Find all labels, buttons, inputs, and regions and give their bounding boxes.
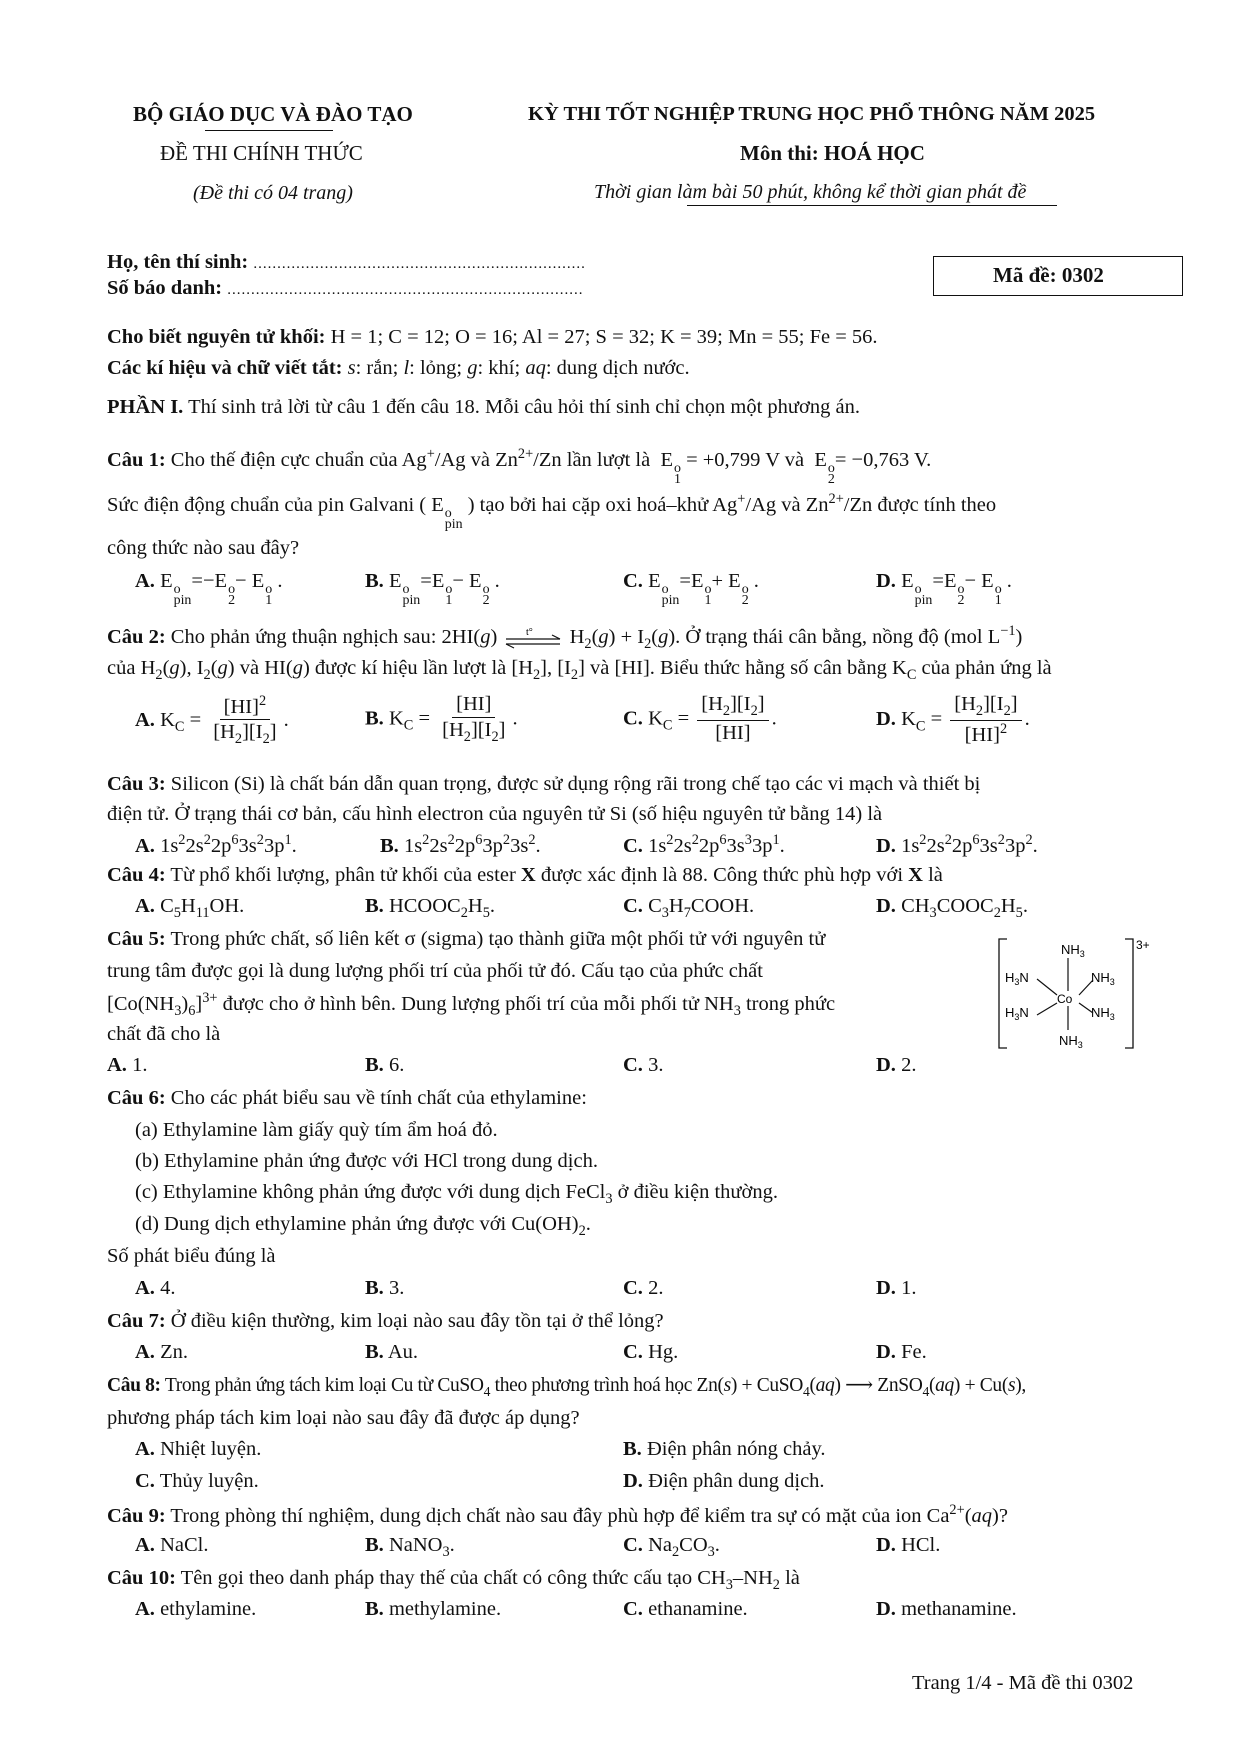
id-label: Số báo danh:: [107, 277, 223, 299]
q6-statement-b: (b) Ethylamine phản ứng được với HCl trong dung dịch.: [135, 1150, 598, 1172]
svg-text:H3N: $H_3N$: [1005, 1005, 1029, 1022]
q7-option-a[interactable]: A. Zn.: [135, 1341, 188, 1363]
q2-option-d[interactable]: D. $K_C$ = $\frac{[H_2][I_2]}{[HI]^2}$ .: [876, 693, 1030, 746]
atomic-label: Cho biết nguyên tử khối:: [107, 326, 326, 348]
official-label: ĐỀ THI CHÍNH THỨC: [160, 141, 363, 165]
q9-option-a[interactable]: A. NaCl.: [135, 1534, 209, 1556]
page-footer: Trang 1/4 - Mã đề thi 0302: [912, 1672, 1134, 1694]
q5-line3: $[Co(NH_3)_6]^{3+}$ được cho ở hình bên. Dung lượng phối trí của mỗi phối tử $NH_3$ trong phức: [107, 990, 836, 1019]
q2-line2: của $H_2(g)$, $I_2(g)$ và HI(g) được kí hiệu lần lượt là $[H_2]$, $[I_2]$ và [HI]. Biểu thức hằng số cân bằng $K_C$ của phản ứng là: [107, 657, 1052, 684]
page-count: (Đề thi có 04 trang): [193, 182, 353, 204]
q1-line2: Sức điện động chuẩn của pin Galvani ( E o pin ) tạo bởi hai cặp oxi hoá–khử Ag+/Ag và $Zn^{2+}/Zn$ được tính theo: [107, 491, 997, 532]
svg-text:NH3: $NH_3$: [1059, 1033, 1083, 1050]
time-underline: [687, 205, 1057, 206]
q2-option-c[interactable]: C. $K_C$ = $\frac{[H_2][I_2]}{[HI]}$ .: [623, 693, 777, 744]
q4-option-b[interactable]: B. $HCOOC_2H_5$.: [365, 895, 495, 922]
q6-option-a[interactable]: A. 4.: [135, 1277, 176, 1299]
q5-option-b[interactable]: B. 6.: [365, 1054, 405, 1076]
q4-option-c[interactable]: C. $C_3H_7COOH$.: [623, 895, 755, 922]
name-field: [107, 250, 586, 275]
equilibrium-arrow-icon: [502, 627, 564, 649]
cobalt-complex-structure: [995, 933, 1170, 1053]
svg-text:H3N: $H_3N$: [1005, 970, 1029, 987]
q3-line1: Câu 3: Silicon (Si) là chất bán dẫn quan trọng, được sử dụng rộng rãi trong chế tạo các vi mạch và thiết bị: [107, 773, 981, 795]
q4-option-d[interactable]: D. $CH_3COOC_2H_5$.: [876, 895, 1028, 922]
q5-option-c[interactable]: C. 3.: [623, 1054, 664, 1076]
q2-option-b[interactable]: B. $K_C$ = $\frac{[HI]}{[H_2][I_2]}$ .: [365, 693, 518, 745]
q3-option-d[interactable]: D. $1s^22s^22p^63s^23p^2$.: [876, 832, 1038, 857]
q6-count-prompt: Số phát biểu đúng là: [107, 1245, 276, 1267]
q6-statement-a: (a) Ethylamine làm giấy quỳ tím ẩm hoá đỏ.: [135, 1119, 498, 1141]
q6-statement-c: (c) Ethylamine không phản ứng được với dung dịch FeCl$_3$ ở điều kiện thường.: [135, 1181, 778, 1208]
ministry-underline: [205, 130, 333, 131]
q6-statement-d: (d) Dung dịch ethylamine phản ứng được với $Cu(OH)_2$.: [135, 1213, 591, 1240]
q3-option-b[interactable]: B. $1s^22s^22p^63p^23s^2$.: [380, 832, 541, 857]
q2-line1: Câu 2: Cho phản ứng thuận nghịch sau: 2HI(g) t° $H_2(g) + I_2(g)$. Ở trạng thái cân bằng, nồng độ (mol $L^{-1}$): [107, 623, 1023, 652]
q3-line2: điện tử. Ở trạng thái cơ bản, cấu hình electron của nguyên tử Si (số hiệu nguyên tử bằng 14) là: [107, 803, 883, 825]
q8-option-b[interactable]: B. Điện phân nóng chảy.: [623, 1438, 826, 1460]
q10-option-c[interactable]: C. ethanamine.: [623, 1598, 748, 1620]
q1-option-d[interactable]: D. E o pin =E o 2 − E o 1 .: [876, 570, 1012, 609]
atomic-values: H = 1; C = 12; O = 16; Al = 27; S = 32; K = 39; Mn = 55; Fe = 56.: [330, 326, 878, 348]
q9-option-c[interactable]: C. $Na_2CO_3$.: [623, 1534, 720, 1561]
q8-option-c[interactable]: C. Thủy luyện.: [135, 1470, 259, 1492]
q3-option-a[interactable]: A. $1s^22s^22p^63s^23p^1$.: [135, 832, 297, 857]
symbols-label: Các kí hiệu và chữ viết tắt:: [107, 357, 343, 379]
q5-line2: trung tâm được gọi là dung lượng phối trí của phối tử đó. Cấu tạo của phức chất: [107, 960, 763, 982]
id-dots: ...........................................................................: [227, 282, 584, 298]
q8-line2: phương pháp tách kim loại nào sau đây đã được áp dụng?: [107, 1407, 580, 1429]
q6-option-c[interactable]: C. 2.: [623, 1277, 664, 1299]
ministry-name: BỘ GIÁO DỤC VÀ ĐÀO TẠO: [133, 102, 413, 126]
q6-stem: Câu 6: Cho các phát biểu sau về tính chất của ethylamine:: [107, 1087, 587, 1109]
symbols-legend: Các kí hiệu và chữ viết tắt: s: rắn; l: lỏng; g: khí; aq: dung dịch nước.: [107, 357, 690, 379]
name-dots: ......................................................................: [253, 256, 586, 272]
q10-option-b[interactable]: B. methylamine.: [365, 1598, 502, 1620]
q7-option-d[interactable]: D. Fe.: [876, 1341, 927, 1363]
svg-text:3+: 3+: [1136, 938, 1150, 952]
part1-text: Thí sinh trả lời từ câu 1 đến câu 18. Mỗi câu hỏi thí sinh chỉ chọn một phương án.: [188, 396, 860, 418]
q1-line3: công thức nào sau đây?: [107, 537, 300, 559]
svg-text:NH3: $NH_3$: [1091, 1005, 1115, 1022]
q5-line4: chất đã cho là: [107, 1023, 221, 1045]
q9-option-d[interactable]: D. HCl.: [876, 1534, 941, 1556]
q3-option-c[interactable]: C. $1s^22s^22p^63s^33p^1$.: [623, 832, 785, 857]
q1-line1: Câu 1: Cho thế điện cực chuẩn của Ag+/Ag và $Zn^{2+}/Zn$ lần lượt là E o 1 = +0,799 V và E o 2 = −0,763 V.: [107, 446, 932, 487]
q5-option-d[interactable]: D. 2.: [876, 1054, 917, 1076]
exam-title: KỲ THI TỐT NGHIỆP TRUNG HỌC PHỔ THÔNG NĂM 2025: [528, 103, 1096, 125]
svg-text:Co: Co: [1057, 992, 1073, 1006]
svg-text:NH3: $NH_3$: [1061, 942, 1085, 959]
q8-option-a[interactable]: A. Nhiệt luyện.: [135, 1438, 262, 1460]
q5-option-a[interactable]: A. 1.: [107, 1054, 148, 1076]
q4-line1: Câu 4: Từ phổ khối lượng, phân tử khối của ester X được xác định là 88. Công thức phù hợp với X là: [107, 864, 943, 886]
name-label: Họ, tên thí sinh:: [107, 251, 249, 273]
q2-option-a[interactable]: A. $K_C$ = $\frac{[HI]^2}{[H_2][I_2]}$ .: [135, 693, 289, 748]
id-field: [107, 276, 583, 301]
q5-line1: Câu 5: Trong phức chất, số liên kết σ (sigma) tạo thành giữa một phối tử với nguyên tử: [107, 928, 826, 950]
time-limit: Thời gian làm bài 50 phút, không kể thời gian phát đề: [594, 181, 1027, 203]
q8-line1: Câu 8: Trong phản ứng tách kim loại Cu từ CuSO$_4$ theo phương trình hoá học Zn(s) + CuSO$_4$(aq) ⟶ ZnSO$_4$(aq) + Cu(s),: [107, 1375, 1026, 1399]
q6-option-d[interactable]: D. 1.: [876, 1277, 917, 1299]
svg-text:t°: t°: [526, 627, 534, 639]
svg-text:NH3: $NH_3$: [1091, 970, 1115, 987]
q7-option-b[interactable]: B. Au.: [365, 1341, 418, 1363]
q1-option-c[interactable]: C. E o pin =E o 1 + E o 2 .: [623, 570, 759, 609]
part1-instruction: [107, 395, 860, 420]
exam-code: Mã đề: 0302: [993, 263, 1104, 287]
q10-option-d[interactable]: D. methanamine.: [876, 1598, 1017, 1620]
q9-stem: Câu 9: Trong phòng thí nghiệm, dung dịch chất nào sau đây phù hợp để kiểm tra sự có mặt của ion $Ca^{2+}(aq)$?: [107, 1502, 1008, 1527]
atomic-masses: [107, 325, 878, 350]
q1-option-a[interactable]: A. E o pin =−E o 2 − E o 1 .: [135, 570, 283, 609]
part1-label: PHẦN I.: [107, 396, 184, 418]
q9-option-b[interactable]: B. NaNO$_3$.: [365, 1534, 455, 1561]
q10-option-a[interactable]: A. ethylamine.: [135, 1598, 257, 1620]
subject: Môn thi: HOÁ HỌC: [740, 141, 925, 165]
q1-option-b[interactable]: B. E o pin =E o 1 − E o 2 .: [365, 570, 500, 609]
q10-stem: Câu 10: Tên gọi theo danh pháp thay thế của chất có công thức cấu tạo $CH_3-NH_2$ là: [107, 1567, 800, 1594]
q6-option-b[interactable]: B. 3.: [365, 1277, 405, 1299]
q7-stem: Câu 7: Ở điều kiện thường, kim loại nào sau đây tồn tại ở thể lỏng?: [107, 1310, 664, 1332]
q4-option-a[interactable]: A. $C_5H_{11}OH$.: [135, 895, 245, 922]
q8-option-d[interactable]: D. Điện phân dung dịch.: [623, 1470, 825, 1492]
q7-option-c[interactable]: C. Hg.: [623, 1341, 679, 1363]
